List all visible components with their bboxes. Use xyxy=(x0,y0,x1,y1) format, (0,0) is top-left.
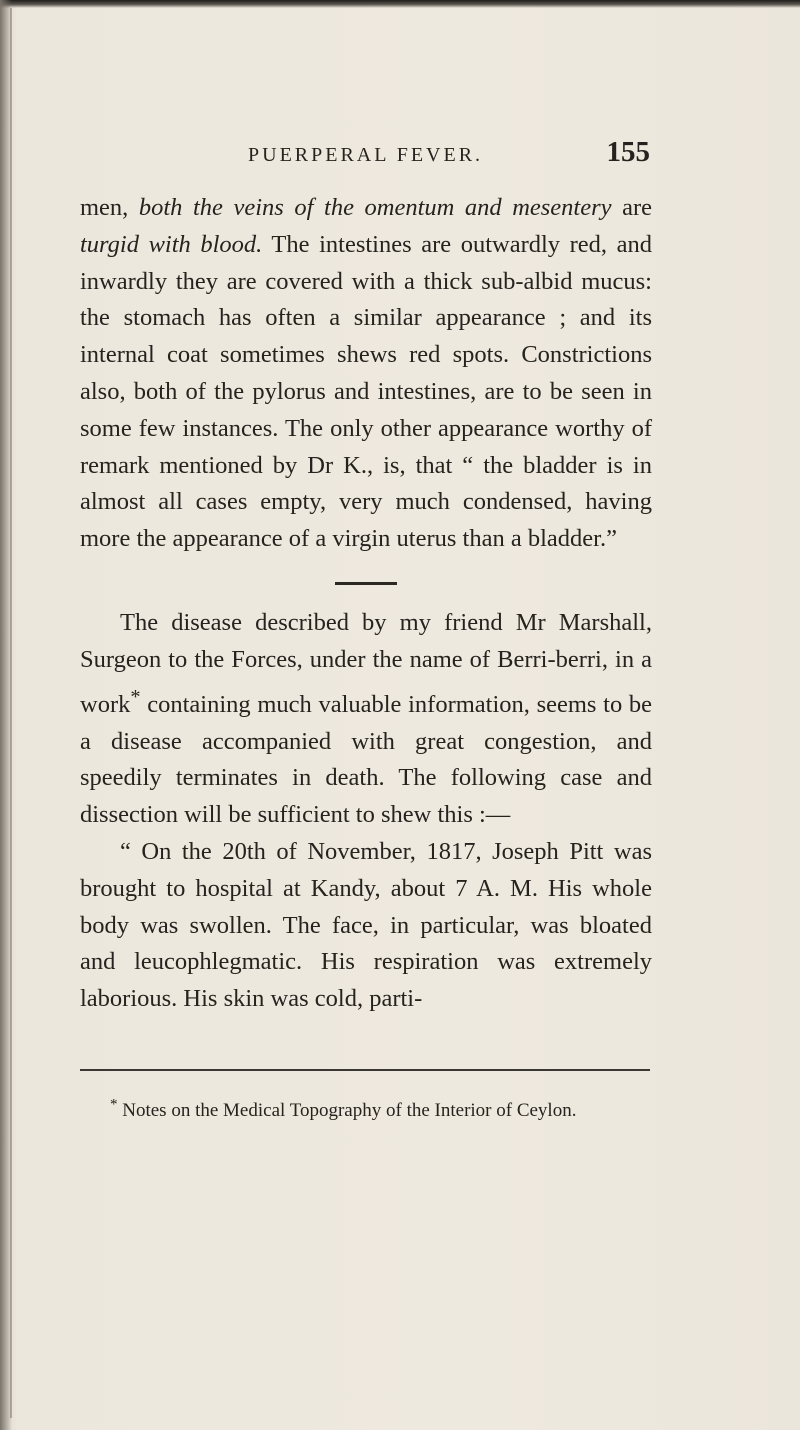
paragraph-case-history: “ On the 20th of November, 1817, Joseph Pitt was brought to hospital at Kandy, about 7 A. M. His whole body was swollen. The face, in particular, was bloated and leucophlegmatic. His respiration was extremely laborious. His skin was cold, parti- xyxy=(80,837,652,1013)
page-left-rule xyxy=(10,8,12,1418)
text-run: containing much valuable information, seems to be a disease accompanied with great congestion, and speedily terminates in death. The following case and dissection will be sufficient to shew this :— xyxy=(80,690,652,829)
page-number: 155 xyxy=(606,136,650,168)
running-head: PUERPERAL FEVER. xyxy=(248,144,484,166)
page-header xyxy=(120,136,650,180)
footnote-reference-marker: * xyxy=(130,685,141,708)
page-top-edge xyxy=(0,0,800,8)
footnote-divider xyxy=(80,1069,650,1071)
text-run: The disease described by my friend Mr Marshall, Surgeon to the Forces, under the name of Berri-berri, in a work xyxy=(80,608,652,718)
paragraph-continuation xyxy=(80,190,652,558)
footnote-text: Notes on the Medical Topography of the Interior of Ceylon. xyxy=(117,1100,577,1121)
section-separator xyxy=(335,582,397,585)
text-run: men, xyxy=(80,194,139,221)
footnote-marker: * xyxy=(110,1096,118,1113)
italic-phrase: turgid with blood. xyxy=(80,230,263,258)
body-text xyxy=(80,190,652,1018)
italic-phrase: both the veins of the omentum and mesentery xyxy=(138,194,612,221)
text-run: The intestines are outwardly red, and inwardly they are covered with a thick sub-albid mucus: the stomach has often a similar appearance ; and its internal coat sometimes shews red spots. Constrictions also, both of the pylorus and intestines, are to be seen in some few instances. The only other appearance worthy of remark mentioned by Dr K., is, that “ the bladder is in almost all cases empty, very much condensed, having more the appearance of a virgin uterus than a bladder.” xyxy=(80,230,652,553)
footnote xyxy=(80,1097,650,1124)
paragraph-berri-berri xyxy=(80,605,652,834)
text-run: are xyxy=(611,194,652,221)
